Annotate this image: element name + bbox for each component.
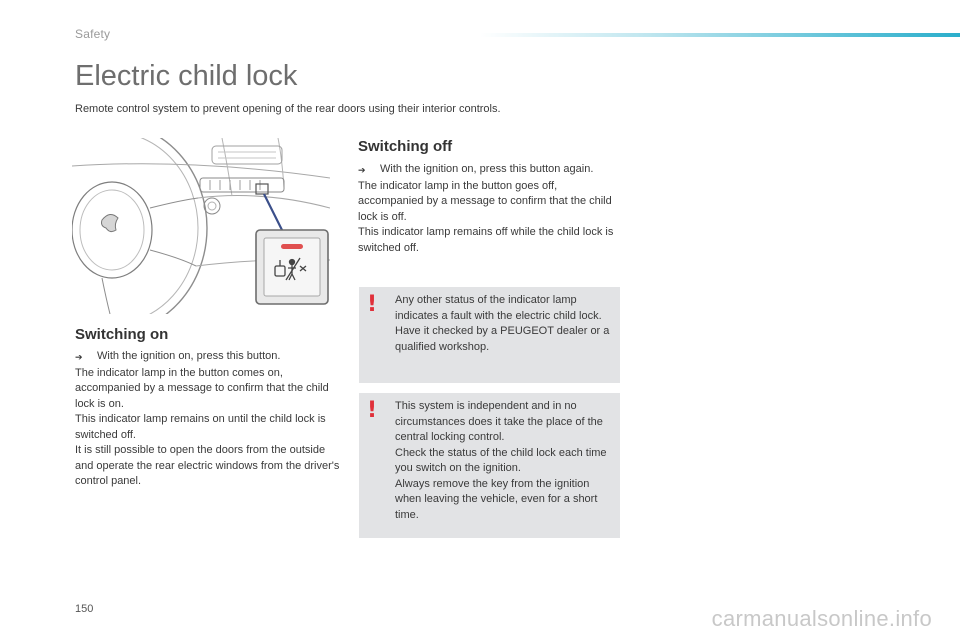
switching-on-bullet-text: With the ignition on, press this button. [97, 350, 281, 362]
switching-off-line: This indicator lamp remains off while the child lock is switched off. [358, 226, 614, 254]
switching-on-heading: Switching on [75, 326, 169, 343]
warning-icon: ! [367, 292, 378, 317]
switching-on-line: The indicator lamp in the button comes on, accompanied by a message to confirm that the child lock is on. [75, 366, 329, 410]
header-accent-bar [480, 33, 960, 37]
warning-line: Any other status of the indicator lamp indicates a fault with the electric child lock. [395, 294, 602, 322]
switching-on-text [75, 349, 340, 490]
switching-on-line: It is still possible to open the doors from the outside and operate the rear electric windows from the driver's control panel. [75, 444, 340, 487]
switching-on-bullet [75, 349, 340, 366]
dashboard-illustration [72, 138, 330, 314]
section-label: Safety [75, 27, 111, 41]
warning-line: Check the status of the child lock each time you switch on the ignition. [395, 446, 607, 474]
page-title: Electric child lock [75, 60, 298, 92]
warning-icon: ! [367, 398, 378, 423]
warning-box [359, 393, 620, 538]
switching-off-bullet-text: With the ignition on, press this button again. [380, 163, 594, 175]
switching-off-text [358, 162, 623, 256]
switching-off-bullet [358, 162, 623, 179]
intro-text: Remote control system to prevent opening of the rear doors using their interior controls. [75, 103, 501, 115]
warning-text [395, 293, 615, 355]
arrow-bullet-icon: ➔ [358, 165, 366, 175]
watermark: carmanualsonline.info [711, 606, 932, 631]
arrow-bullet-icon: ➔ [75, 352, 83, 362]
switching-off-heading: Switching off [358, 138, 453, 155]
warning-text [395, 399, 615, 523]
switching-on-line: This indicator lamp remains on until the child lock is switched off. [75, 413, 326, 441]
warning-line: This system is independent and in no circumstances does it take the place of the central locking control. [395, 400, 603, 443]
page-number: 150 [75, 603, 94, 615]
switching-off-line: The indicator lamp in the button goes off, accompanied by a message to confirm that the child lock is off. [358, 179, 612, 223]
warning-line: Always remove the key from the ignition when leaving the vehicle, even for a short time. [395, 477, 598, 521]
warning-line: Have it checked by a PEUGEOT dealer or a qualified workshop. [395, 325, 610, 353]
warning-box [359, 287, 620, 383]
